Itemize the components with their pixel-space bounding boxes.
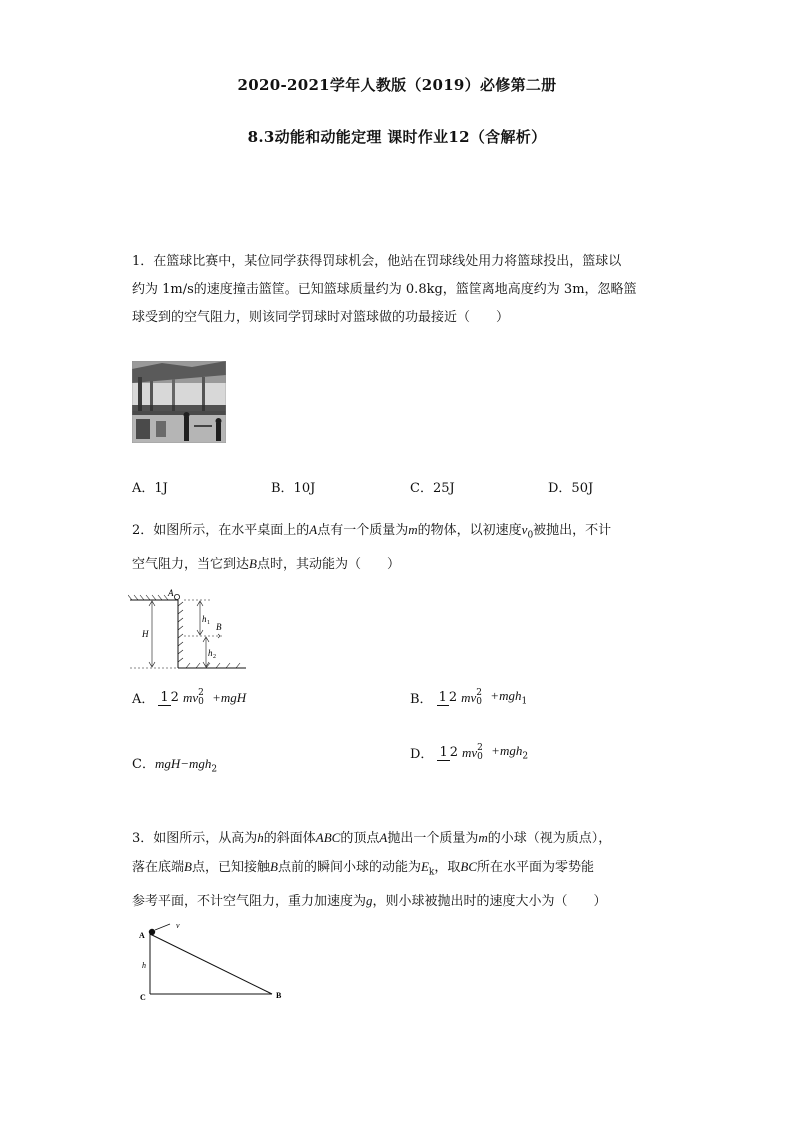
title-line-2: 8.3动能和动能定理 课时作业12（含解析） xyxy=(247,128,547,146)
q3-figure-label-v: v xyxy=(176,921,180,930)
q2-option-c[interactable]: C．mgH−mgh$_2$ xyxy=(132,756,218,775)
q2-figure-label-h1-sub: 1 xyxy=(207,620,210,626)
q2-option-b[interactable]: B． 1 2 mv 2 0 +mgh$_1$ xyxy=(410,687,528,707)
question-3 xyxy=(132,824,672,916)
q2-line-1: 2．如图所示，在水平桌面上的A点有一个质量为m的物体，以初速度$v_0$被抛出，不计 xyxy=(132,522,612,541)
q3-line-2: 落在底端B点，已知接触B点前的瞬间小球的动能为$E_k$，取BC所在水平面为零势能 xyxy=(132,859,595,878)
q2-line-2: 空气阻力，当它到达B点时，其动能为（ ） xyxy=(132,555,400,572)
q2-figure-label-a: A xyxy=(168,588,174,598)
q3-line-1: 3．如图所示，从高为h的斜面体ABC的顶点A抛出一个质量为m的小球（视为质点）， xyxy=(132,830,612,846)
q1-line-2: 约为 1m/s的速度撞击篮筐。已知篮球质量约为 0.8kg，篮筐离地高度约为 3m，忽略篮 xyxy=(132,282,637,297)
q3-figure-label-c: C xyxy=(140,993,146,1002)
q1-option-b[interactable]: B．10J xyxy=(271,481,316,496)
q1-line-3: 球受到的空气阻力，则该同学罚球时对篮球做的功最接近（ ） xyxy=(132,310,510,325)
question-2 xyxy=(132,516,672,579)
q2-option-d[interactable]: D． 1 2 mv 2 0 +mgh$_2$ xyxy=(410,742,529,762)
q3-line-3: 参考平面，不计空气阻力，重力加速度为g，则小球被抛出时的速度大小为（ ） xyxy=(132,892,607,909)
q2-figure-label-h1: h xyxy=(202,614,207,624)
q2-option-a[interactable]: A． 1 2 mv 2 0 +mgH xyxy=(132,687,247,707)
q1-option-c[interactable]: C．25J xyxy=(410,481,455,496)
q3-figure-incline xyxy=(136,918,292,1004)
q3-figure-label-b: B xyxy=(276,991,282,1000)
question-1 xyxy=(132,248,672,332)
q3-figure-label-h: h xyxy=(142,961,146,970)
basketball-photo xyxy=(132,361,226,443)
q2-figure-label-b: B xyxy=(216,622,222,632)
q1-line-1: 1．在篮球比赛中，某位同学获得罚球机会，他站在罚球线处用力将篮球投出，篮球以 xyxy=(132,254,622,269)
q3-figure-label-a: A xyxy=(139,931,145,940)
q1-option-d[interactable]: D．50J xyxy=(548,481,594,496)
q1-option-a[interactable]: A．1J xyxy=(132,481,168,496)
title-line-1: 2020-2021学年人教版（2019）必修第二册 xyxy=(237,76,557,94)
q2-figure-label-h2-sub: 2 xyxy=(213,654,216,660)
q2-figure-table-drop xyxy=(128,588,250,672)
q2-figure-label-h: H xyxy=(142,629,149,639)
q2-figure-label-h2: h xyxy=(208,648,213,658)
